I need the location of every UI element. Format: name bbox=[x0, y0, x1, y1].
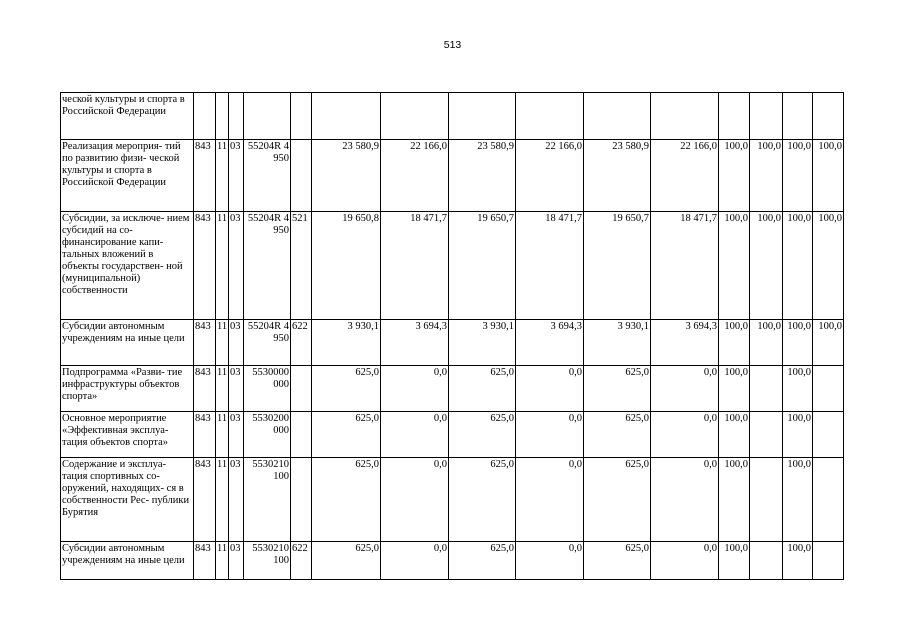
cell-percent-2: 100,0 bbox=[750, 320, 783, 366]
cell-rz bbox=[216, 93, 229, 140]
cell-percent-3: 100,0 bbox=[783, 212, 813, 320]
cell-percent-3: 100,0 bbox=[783, 542, 813, 580]
cell-name: ческой культуры и спорта в Российской Федерации bbox=[61, 93, 194, 140]
cell-value-6: 0,0 bbox=[651, 412, 719, 458]
table-row bbox=[61, 212, 844, 320]
table-row bbox=[61, 366, 844, 412]
cell-value-2: 0,0 bbox=[381, 458, 449, 542]
cell-value-2: 0,0 bbox=[381, 542, 449, 580]
cell-value-5: 19 650,7 bbox=[584, 212, 651, 320]
cell-value-4: 0,0 bbox=[516, 366, 584, 412]
cell-csr: 5530210 100 bbox=[244, 542, 291, 580]
cell-gr: 843 bbox=[194, 542, 216, 580]
cell-percent-4 bbox=[813, 412, 844, 458]
cell-value-4: 18 471,7 bbox=[516, 212, 584, 320]
cell-value-1: 625,0 bbox=[312, 458, 381, 542]
cell-csr: 5530210 100 bbox=[244, 458, 291, 542]
cell-value-3: 3 930,1 bbox=[449, 320, 516, 366]
cell-csr: 5530200 000 bbox=[244, 412, 291, 458]
page-number: 513 bbox=[443, 39, 462, 51]
cell-value-1: 625,0 bbox=[312, 412, 381, 458]
cell-csr bbox=[244, 93, 291, 140]
cell-percent-3 bbox=[783, 93, 813, 140]
cell-csr: 55204R 4950 bbox=[244, 212, 291, 320]
cell-percent-2 bbox=[750, 542, 783, 580]
table-row bbox=[61, 320, 844, 366]
cell-pr: 03 bbox=[229, 212, 244, 320]
table-body bbox=[61, 93, 844, 580]
cell-percent-1 bbox=[719, 93, 750, 140]
cell-pr: 03 bbox=[229, 458, 244, 542]
cell-rz: 11 bbox=[216, 458, 229, 542]
cell-vr bbox=[291, 412, 312, 458]
cell-percent-3: 100,0 bbox=[783, 458, 813, 542]
cell-pr: 03 bbox=[229, 140, 244, 212]
cell-value-5: 625,0 bbox=[584, 542, 651, 580]
cell-value-5: 625,0 bbox=[584, 412, 651, 458]
cell-value-6: 22 166,0 bbox=[651, 140, 719, 212]
cell-value-4: 0,0 bbox=[516, 412, 584, 458]
cell-percent-4 bbox=[813, 366, 844, 412]
cell-value-6: 0,0 bbox=[651, 366, 719, 412]
cell-pr: 03 bbox=[229, 542, 244, 580]
cell-csr: 55204R 4950 bbox=[244, 140, 291, 212]
cell-gr: 843 bbox=[194, 412, 216, 458]
cell-rz: 11 bbox=[216, 212, 229, 320]
cell-rz: 11 bbox=[216, 140, 229, 212]
cell-vr: 622 bbox=[291, 542, 312, 580]
table-row bbox=[61, 458, 844, 542]
cell-percent-3: 100,0 bbox=[783, 412, 813, 458]
cell-percent-3: 100,0 bbox=[783, 320, 813, 366]
cell-value-2: 3 694,3 bbox=[381, 320, 449, 366]
cell-vr: 521 bbox=[291, 212, 312, 320]
cell-pr: 03 bbox=[229, 412, 244, 458]
cell-vr bbox=[291, 366, 312, 412]
budget-table bbox=[60, 92, 844, 580]
cell-name: Содержание и эксплуа- тация спортивных со- оружений, находящих- ся в собственности Рес- публики Бурятия bbox=[61, 458, 194, 542]
cell-rz: 11 bbox=[216, 542, 229, 580]
cell-value-6: 0,0 bbox=[651, 458, 719, 542]
cell-percent-4 bbox=[813, 458, 844, 542]
cell-gr: 843 bbox=[194, 212, 216, 320]
cell-name: Подпрограмма «Разви- тие инфраструктуры объектов спорта» bbox=[61, 366, 194, 412]
cell-value-3: 625,0 bbox=[449, 366, 516, 412]
cell-percent-2 bbox=[750, 458, 783, 542]
cell-vr bbox=[291, 93, 312, 140]
cell-value-4: 22 166,0 bbox=[516, 140, 584, 212]
cell-value-4: 0,0 bbox=[516, 542, 584, 580]
cell-value-1: 19 650,8 bbox=[312, 212, 381, 320]
cell-value-3: 19 650,7 bbox=[449, 212, 516, 320]
cell-percent-2 bbox=[750, 93, 783, 140]
cell-name: Субсидии автономным учреждениям на иные цели bbox=[61, 542, 194, 580]
cell-value-6: 3 694,3 bbox=[651, 320, 719, 366]
cell-percent-3: 100,0 bbox=[783, 140, 813, 212]
cell-value-3 bbox=[449, 93, 516, 140]
cell-value-1: 23 580,9 bbox=[312, 140, 381, 212]
cell-value-2: 0,0 bbox=[381, 412, 449, 458]
cell-percent-2: 100,0 bbox=[750, 140, 783, 212]
cell-vr bbox=[291, 140, 312, 212]
table-row bbox=[61, 93, 844, 140]
cell-value-5: 625,0 bbox=[584, 458, 651, 542]
cell-pr bbox=[229, 93, 244, 140]
cell-percent-4: 100,0 bbox=[813, 140, 844, 212]
cell-value-3: 625,0 bbox=[449, 542, 516, 580]
cell-percent-4 bbox=[813, 542, 844, 580]
table-row bbox=[61, 542, 844, 580]
table-row bbox=[61, 412, 844, 458]
cell-percent-4 bbox=[813, 93, 844, 140]
cell-value-2: 0,0 bbox=[381, 366, 449, 412]
cell-value-4 bbox=[516, 93, 584, 140]
cell-percent-1: 100,0 bbox=[719, 458, 750, 542]
cell-value-5: 23 580,9 bbox=[584, 140, 651, 212]
cell-value-5: 625,0 bbox=[584, 366, 651, 412]
cell-name: Основное мероприятие «Эффективная эксплуа- тация объектов спорта» bbox=[61, 412, 194, 458]
cell-value-5 bbox=[584, 93, 651, 140]
cell-percent-1: 100,0 bbox=[719, 140, 750, 212]
cell-gr: 843 bbox=[194, 320, 216, 366]
cell-value-6: 18 471,7 bbox=[651, 212, 719, 320]
cell-value-2: 18 471,7 bbox=[381, 212, 449, 320]
cell-percent-2 bbox=[750, 412, 783, 458]
cell-csr: 5530000 000 bbox=[244, 366, 291, 412]
cell-value-2: 22 166,0 bbox=[381, 140, 449, 212]
cell-pr: 03 bbox=[229, 320, 244, 366]
cell-percent-1: 100,0 bbox=[719, 412, 750, 458]
cell-pr: 03 bbox=[229, 366, 244, 412]
cell-value-6 bbox=[651, 93, 719, 140]
cell-value-1: 625,0 bbox=[312, 542, 381, 580]
cell-value-5: 3 930,1 bbox=[584, 320, 651, 366]
cell-percent-2: 100,0 bbox=[750, 212, 783, 320]
cell-csr: 55204R 4950 bbox=[244, 320, 291, 366]
cell-percent-1: 100,0 bbox=[719, 366, 750, 412]
cell-name: Реализация мероприя- тий по развитию физи- ческой культуры и спорта в Российской Федерации bbox=[61, 140, 194, 212]
cell-vr: 622 bbox=[291, 320, 312, 366]
cell-rz: 11 bbox=[216, 320, 229, 366]
cell-gr: 843 bbox=[194, 366, 216, 412]
cell-value-3: 625,0 bbox=[449, 412, 516, 458]
cell-value-1 bbox=[312, 93, 381, 140]
cell-percent-1: 100,0 bbox=[719, 212, 750, 320]
cell-gr: 843 bbox=[194, 458, 216, 542]
cell-name: Субсидии автономным учреждениям на иные цели bbox=[61, 320, 194, 366]
cell-value-1: 3 930,1 bbox=[312, 320, 381, 366]
cell-value-3: 625,0 bbox=[449, 458, 516, 542]
cell-value-1: 625,0 bbox=[312, 366, 381, 412]
cell-percent-2 bbox=[750, 366, 783, 412]
cell-value-4: 3 694,3 bbox=[516, 320, 584, 366]
cell-value-6: 0,0 bbox=[651, 542, 719, 580]
table-row bbox=[61, 140, 844, 212]
cell-percent-1: 100,0 bbox=[719, 320, 750, 366]
cell-name: Субсидии, за исключе- нием субсидий на со- финансирование капи- тальных вложений в объекты государствен- ной (муниципальной) собственности bbox=[61, 212, 194, 320]
cell-value-2 bbox=[381, 93, 449, 140]
cell-gr bbox=[194, 93, 216, 140]
cell-value-3: 23 580,9 bbox=[449, 140, 516, 212]
cell-percent-1: 100,0 bbox=[719, 542, 750, 580]
cell-percent-4: 100,0 bbox=[813, 320, 844, 366]
cell-rz: 11 bbox=[216, 366, 229, 412]
cell-percent-4: 100,0 bbox=[813, 212, 844, 320]
cell-value-4: 0,0 bbox=[516, 458, 584, 542]
cell-vr bbox=[291, 458, 312, 542]
cell-percent-3: 100,0 bbox=[783, 366, 813, 412]
cell-gr: 843 bbox=[194, 140, 216, 212]
cell-rz: 11 bbox=[216, 412, 229, 458]
